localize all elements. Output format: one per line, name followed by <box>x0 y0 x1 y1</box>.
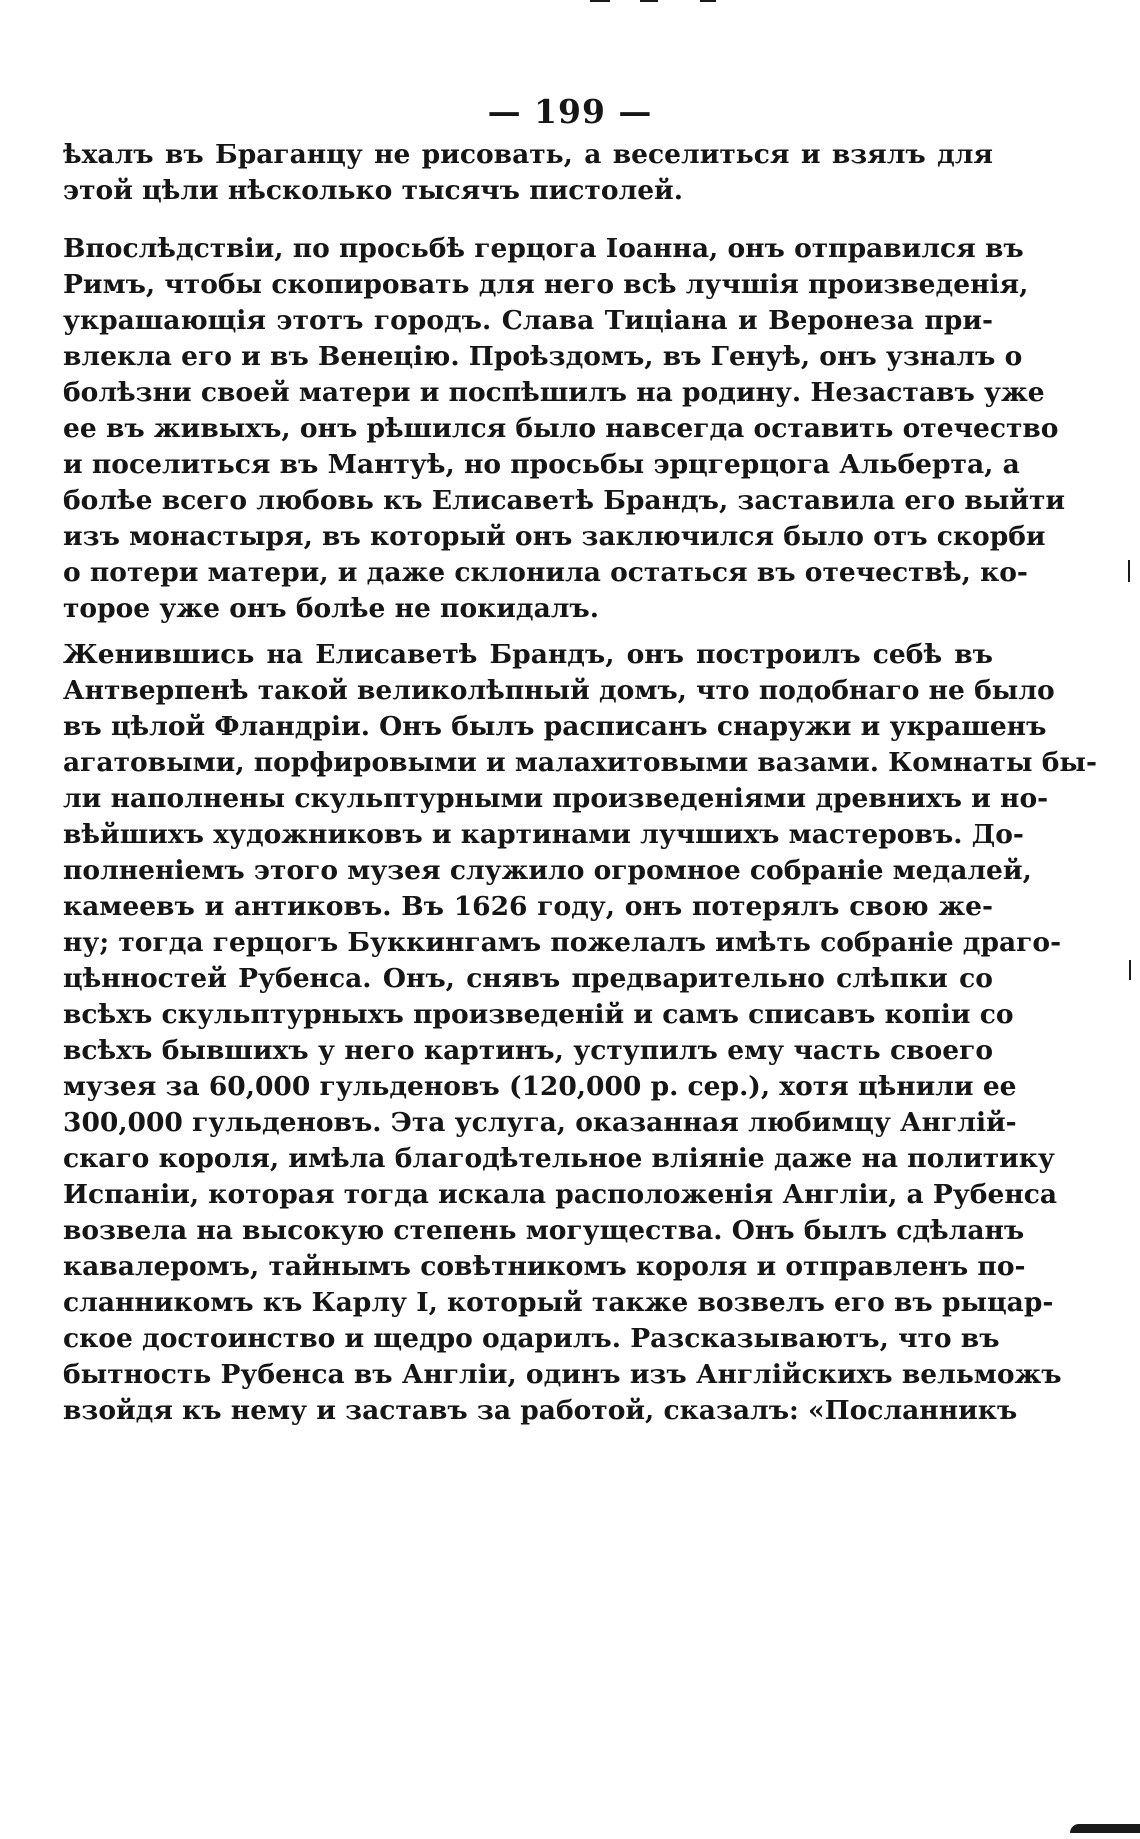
text-line: полненіемъ этого музея служило огромное собраніе медалей, <box>63 855 1032 886</box>
text-line: ну; тогда герцогъ Буккингамъ пожелалъ имѣть собраніе драго- <box>63 927 1062 958</box>
text-line: болѣзни своей матери и поспѣшилъ на родину. Незаставъ уже <box>63 377 1045 408</box>
scan-edge-mark <box>590 0 610 2</box>
text-line: Испаніи, которая тогда искала расположенія Англіи, а Рубенса <box>63 1179 1058 1210</box>
text-line: влекла его и въ Венецію. Проѣздомъ, въ Генуѣ, онъ узналъ о <box>63 341 1023 372</box>
text-line: всѣхъ скульптурныхъ произведеній и самъ списавъ копіи со <box>63 999 1014 1030</box>
text-line: ее въ живыхъ, онъ рѣшился было навсегда оставить отечество <box>63 413 1059 444</box>
scan-edge-mark <box>700 0 716 2</box>
text-line: скаго короля, имѣла благодѣтельное вліяніе даже на политику <box>63 1143 1055 1174</box>
text-line: цѣнностей Рубенса. Онъ, снявъ предварительно слѣпки со <box>63 963 993 994</box>
text-line: Женившись на Елисаветѣ Брандъ, онъ построилъ себѣ въ <box>63 639 993 670</box>
text-line: 300,000 гульденовъ. Эта услуга, оказанная любимцу Англій- <box>63 1107 1017 1138</box>
text-line: камеевъ и антиковъ. Въ 1626 году, онъ потерялъ свою же- <box>63 891 993 922</box>
text-line: торое уже онъ болѣе не покидалъ. <box>63 593 599 624</box>
text-line: агатовыми, порфировыми и малахитовыми вазами. Комнаты бы- <box>63 747 1097 778</box>
scan-edge-mark <box>1129 960 1131 980</box>
text-line: ли наполнены скульптурными произведеніями древнихъ и но- <box>63 783 1049 814</box>
text-line: всѣхъ бывшихъ у него картинъ, уступилъ ему часть своего <box>63 1035 993 1066</box>
text-line: возвела на высокую степень могущества. Онъ былъ сдѣланъ <box>63 1215 1025 1246</box>
text-line: музея за 60,000 гульденовъ (120,000 р. сер.), хотя цѣнили ее <box>63 1071 1017 1102</box>
text-line: Римъ, чтобы скопировать для него всѣ лучшія произведенія, <box>63 269 1029 300</box>
text-line: ское достоинство и щедро одарилъ. Разсказываютъ, что въ <box>63 1323 1000 1354</box>
text-line: Антверпенѣ такой великолѣпный домъ, что подобнаго не было <box>63 675 1055 706</box>
text-line: и поселиться въ Мантуѣ, но просьбы эрцгерцога Альберта, а <box>63 449 1020 480</box>
text-line: ѣхалъ въ Браганцу не рисовать, а веселиться и взялъ для <box>63 139 993 170</box>
text-line: изъ монастыря, въ который онъ заключился было отъ скорби <box>63 521 1046 552</box>
text-line: бытность Рубенса въ Англіи, одинъ изъ Англійскихъ вельможъ <box>63 1359 1062 1390</box>
text-line: болѣе всего любовь къ Елисаветѣ Брандъ, заставила его выйти <box>63 485 1066 516</box>
text-line: украшающія этотъ городъ. Слава Тиціана и Веронеза при- <box>63 305 993 336</box>
text-line: сланникомъ къ Карлу І, который также возвелъ его въ рыцар- <box>63 1287 1054 1318</box>
text-line: вѣйшихъ художниковъ и картинами лучшихъ мастеровъ. До- <box>63 819 1024 850</box>
text-line: въ цѣлой Фландріи. Онъ былъ расписанъ снаружи и украшенъ <box>63 711 1047 742</box>
text-line: Впослѣдствіи, по просьбѣ герцога Іоанна, онъ отправился въ <box>63 233 1024 264</box>
page-number: — 199 — <box>487 92 653 131</box>
scan-edge-mark <box>1070 1824 1140 1833</box>
text-line: о потери матери, и даже склонила остаться въ отечествѣ, ко- <box>63 557 1028 588</box>
text-line: взойдя къ нему и заставъ за работой, сказалъ: «Посланникъ <box>63 1395 1018 1426</box>
text-line: кавалеромъ, тайнымъ совѣтникомъ короля и отправленъ по- <box>63 1251 1026 1282</box>
text-line: этой цѣли нѣсколько тысячъ пистолей. <box>63 175 683 206</box>
scan-edge-mark <box>640 0 658 2</box>
scan-edge-mark <box>1128 560 1130 582</box>
